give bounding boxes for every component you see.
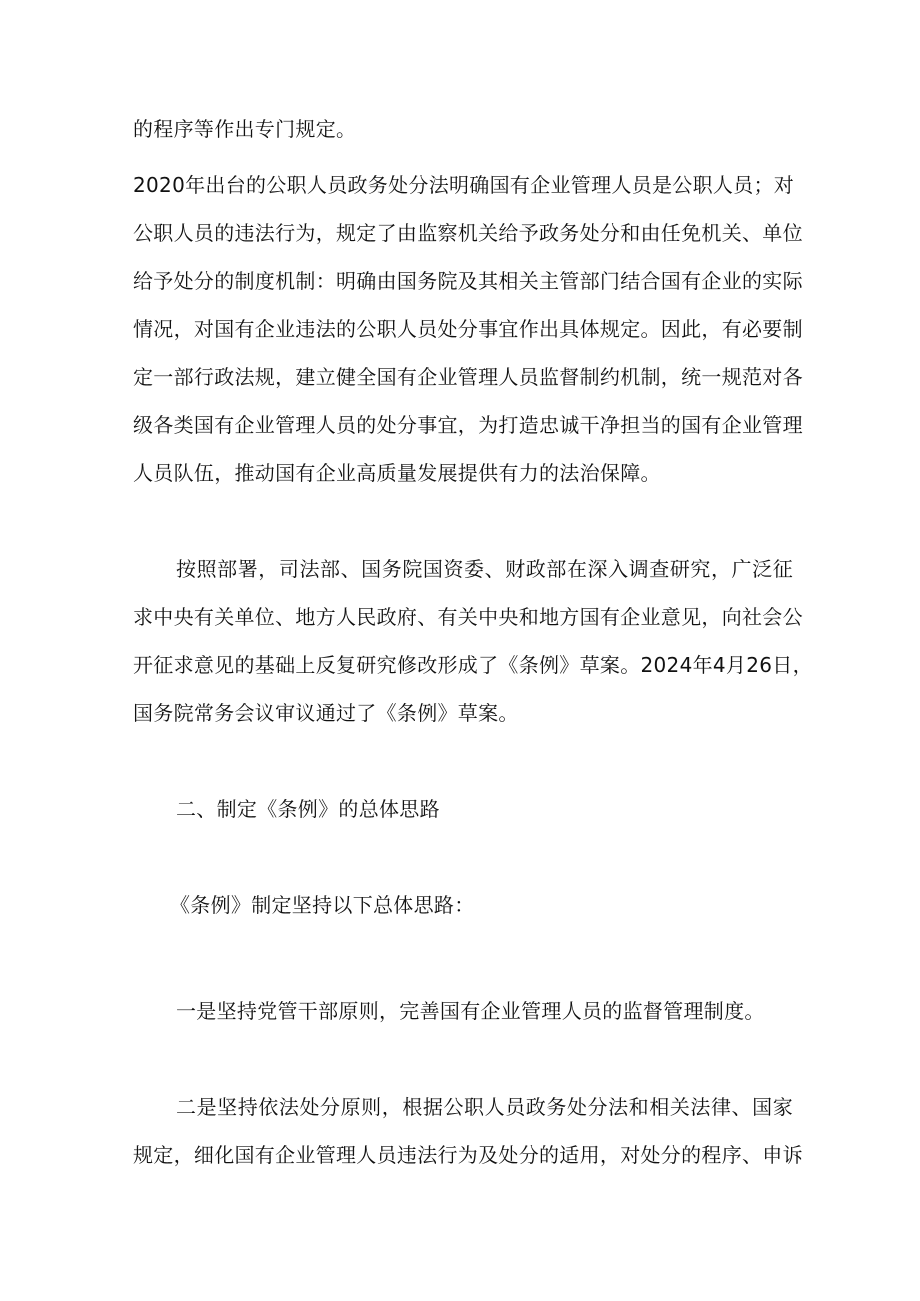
paragraph-continuation-line: 的程序等作出专门规定。 xyxy=(133,117,357,141)
paragraph-line: 情况，对国有企业违法的公职人员处分事宜作出具体规定。因此，有必要制 xyxy=(133,317,803,341)
paragraph-line: 给予处分的制度机制：明确由国务院及其相关主管部门结合国有企业的实际 xyxy=(133,269,803,293)
paragraph-line: 定一部行政法规，建立健全国有企业管理人员监督制约机制，统一规范对各 xyxy=(133,365,803,389)
paragraph-line: 按照部署，司法部、国务院国资委、财政部在深入调查研究，广泛征 xyxy=(176,557,793,581)
point-one-line: 一是坚持党管干部原则，完善国有企业管理人员的监督管理制度。 xyxy=(176,999,765,1023)
paragraph-line: 国务院常务会议审议通过了《条例》草案。 xyxy=(133,701,519,725)
paragraph-line: 求中央有关单位、地方人民政府、有关中央和地方国有企业意见，向社会公 xyxy=(133,605,803,629)
section-heading: 二、制定《条例》的总体思路 xyxy=(176,797,440,821)
paragraph-line: 级各类国有企业管理人员的处分事宜，为打造忠诚干净担当的国有企业管理 xyxy=(133,413,803,437)
intro-line: 《条例》制定坚持以下总体思路： xyxy=(170,893,475,917)
paragraph-line: 公职人员的违法行为，规定了由监察机关给予政务处分和由任免机关、单位 xyxy=(133,221,803,245)
point-two-line: 规定，细化国有企业管理人员违法行为及处分的适用，对处分的程序、申诉 xyxy=(133,1143,803,1167)
point-two-line: 二是坚持依法处分原则，根据公职人员政务处分法和相关法律、国家 xyxy=(176,1095,793,1119)
paragraph-line: 开征求意见的基础上反复研究修改形成了《条例》草案。2024年4月26日， xyxy=(133,653,813,677)
paragraph-line: 2020年出台的公职人员政务处分法明确国有企业管理人员是公职人员；对 xyxy=(133,173,795,197)
paragraph-line: 人员队伍，推动国有企业高质量发展提供有力的法治保障。 xyxy=(133,461,661,485)
